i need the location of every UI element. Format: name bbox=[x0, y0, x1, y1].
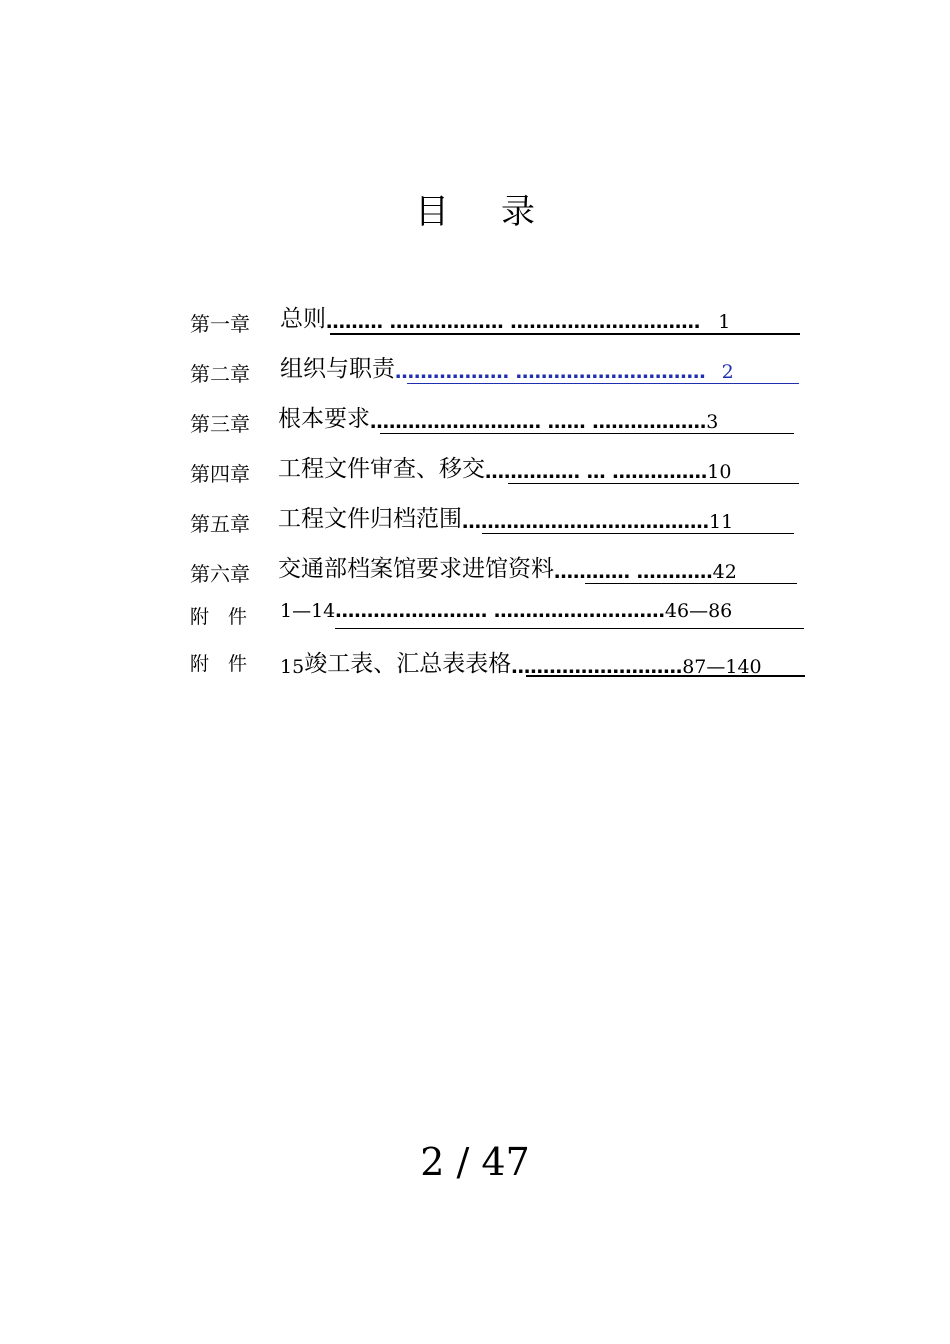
toc-chapter-label: 第六章 bbox=[190, 562, 250, 586]
toc-entry-name: 组织与职责 bbox=[280, 356, 395, 382]
toc-underline bbox=[508, 483, 799, 484]
toc-chapter-label: 第二章 bbox=[190, 362, 250, 386]
page-number-indicator: 2 / 47 bbox=[420, 1140, 530, 1184]
toc-entry-name: 竣工表、汇总表表格 bbox=[304, 651, 512, 677]
toc-leader-dots: ……………………… …… ……………… bbox=[370, 411, 707, 433]
toc-chapter-label: 附 件 bbox=[190, 606, 248, 628]
toc-page-number: 10 bbox=[707, 461, 732, 483]
toc-page-number: 87—140 bbox=[682, 656, 762, 678]
toc-leader-dots: ……………… ………………………… bbox=[395, 361, 706, 383]
toc-entry-name: 根本要求 bbox=[278, 406, 370, 432]
toc-leader-dots: …………… … …………… bbox=[485, 461, 708, 483]
toc-underline bbox=[526, 675, 805, 677]
toc-leader-dots: ……… ……………… ………………………… bbox=[326, 311, 701, 333]
toc-page-number: 11 bbox=[709, 511, 734, 533]
toc-page-number: 2 bbox=[721, 361, 734, 383]
toc-underline bbox=[380, 433, 794, 434]
title-char-1: 目 bbox=[415, 192, 449, 232]
toc-page-number: 3 bbox=[706, 411, 719, 433]
toc-page-number: 46—86 bbox=[664, 600, 733, 622]
toc-entry-name: 交通部档案馆要求进馆资料 bbox=[278, 556, 554, 582]
toc-underline bbox=[482, 533, 794, 534]
toc-entry-name: 工程文件审查、移交 bbox=[278, 456, 485, 482]
toc-leader-dots: ………… ………… bbox=[554, 561, 713, 583]
title-char-2: 录 bbox=[501, 192, 535, 232]
toc-chapter-label: 附 件 bbox=[190, 653, 248, 675]
toc-entry-name: 工程文件归档范围 bbox=[278, 506, 462, 532]
toc-underline bbox=[330, 333, 800, 335]
toc-chapter-label: 第一章 bbox=[190, 312, 250, 336]
toc-underline bbox=[335, 628, 804, 629]
toc-underline bbox=[407, 383, 799, 384]
toc-leader-dots: …………………… ……………………… bbox=[335, 600, 665, 622]
toc-leader-dots: ……………………… bbox=[511, 656, 683, 678]
toc-entry-name: 总则 bbox=[280, 306, 326, 332]
toc-page-number: 1 bbox=[718, 311, 731, 333]
toc-page-number: 42 bbox=[712, 561, 737, 583]
toc-entry-prefix: 1—14 bbox=[280, 600, 336, 622]
toc-chapter-label: 第三章 bbox=[190, 412, 250, 436]
toc-underline bbox=[585, 583, 797, 584]
toc-leader-dots: ………………………………… bbox=[462, 511, 709, 533]
toc-chapter-label: 第五章 bbox=[190, 512, 250, 536]
toc-chapter-label: 第四章 bbox=[190, 462, 250, 486]
toc-entry-prefix: 15 bbox=[280, 656, 305, 678]
